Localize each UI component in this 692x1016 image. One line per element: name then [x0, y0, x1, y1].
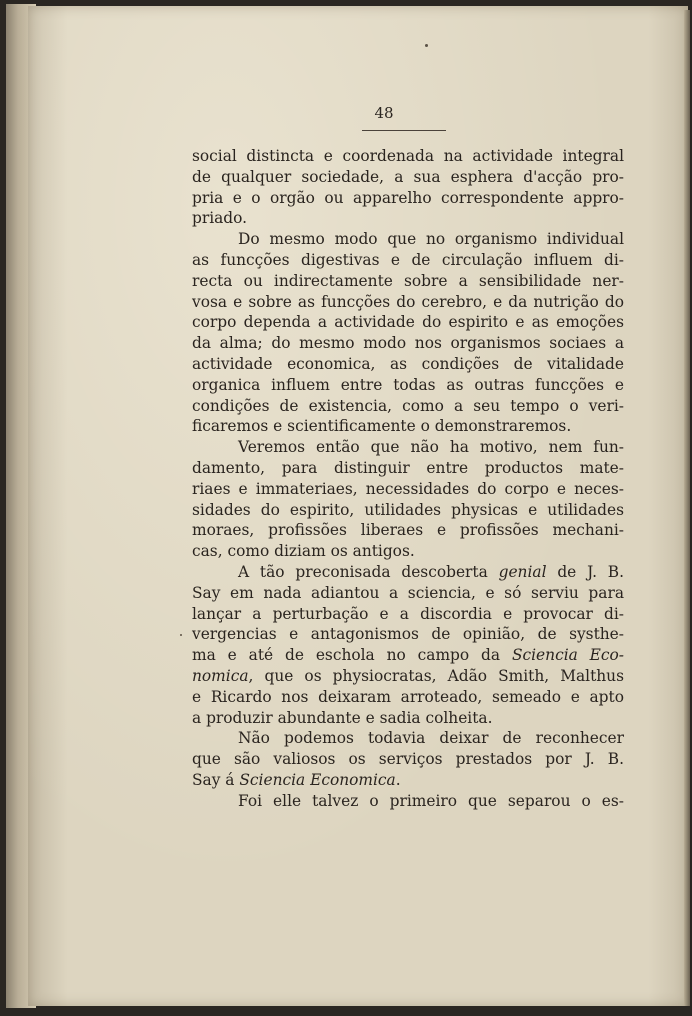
text-segment: da alma; do mesmo modo nos organismos sociaes a — [192, 334, 624, 353]
text-segment: moraes, profissões liberaes e profissões mechani- — [192, 521, 624, 540]
text-line — [192, 541, 624, 562]
text-line — [192, 416, 624, 437]
text-line — [192, 250, 624, 271]
text-line — [192, 312, 624, 333]
body-text — [192, 146, 624, 812]
text-line — [192, 396, 624, 417]
text-segment: ma e até de eschola no campo da — [192, 646, 512, 665]
text-segment: vergencias e antagonismos de opinião, de systhe- — [192, 625, 624, 644]
text-line — [192, 791, 624, 812]
text-segment: lançar a perturbação e a discordia e provocar di- — [192, 604, 624, 623]
text-segment: cas, como diziam os antigos. — [192, 542, 415, 561]
text-line — [192, 188, 624, 209]
text-line — [192, 292, 624, 313]
text-line — [192, 770, 624, 791]
text-line — [192, 167, 624, 188]
italic-text: genial — [498, 562, 547, 581]
text-line — [192, 375, 624, 396]
page-number: 48 — [374, 104, 394, 122]
text-segment: vosa e sobre as funcções do cerebro, e da nutrição do — [192, 292, 624, 311]
text-segment: de J. B. — [546, 562, 624, 581]
text-line — [192, 562, 624, 583]
text-segment: que são valiosos os serviços prestados por J. B. — [192, 750, 624, 769]
text-line — [192, 583, 624, 604]
text-segment: recta ou indirectamente sobre a sensibilidade ner- — [192, 271, 624, 290]
text-line — [192, 728, 624, 749]
text-segment: A tão preconisada descoberta — [238, 562, 499, 581]
text-line — [192, 229, 624, 250]
text-segment: , que os physiocratas, Adão Smith, Malthus — [248, 666, 624, 685]
text-segment: a produzir abundante e sadia colheita. — [192, 708, 493, 727]
text-segment: as funcções digestivas e de circulação influem di- — [192, 250, 624, 269]
text-line — [192, 624, 624, 645]
text-segment: damento, para distinguir entre productos mate- — [192, 458, 624, 477]
text-line — [192, 437, 624, 458]
text-line — [192, 208, 624, 229]
ink-speck — [425, 44, 428, 47]
text-segment: pria e o orgão ou apparelho correspondente appro- — [192, 188, 624, 207]
ink-speck — [180, 634, 182, 636]
text-segment: ficaremos e scientificamente o demonstraremos. — [192, 417, 572, 436]
text-segment: Foi elle talvez o primeiro que separou o es- — [238, 791, 624, 810]
text-segment: e Ricardo nos deixaram arroteado, semeado e apto — [192, 687, 624, 706]
italic-text: Sciencia Eco- — [511, 646, 624, 665]
italic-text: Sciencia Economica — [239, 770, 396, 789]
text-line — [192, 500, 624, 521]
text-segment: Say em nada adiantou a sciencia, e só serviu para — [192, 583, 624, 602]
text-line — [192, 687, 624, 708]
text-segment: organica influem entre todas as outras funcções e — [192, 375, 624, 394]
text-segment: riaes e immateriaes, necessidades do corpo e neces- — [192, 479, 624, 498]
text-segment: condições de existencia, como a seu tempo o veri- — [192, 396, 624, 415]
text-segment: social distincta e coordenada na actividade integral — [192, 147, 624, 165]
text-segment: corpo dependa a actividade do espirito e as emoções — [192, 313, 624, 332]
text-segment: . — [395, 770, 401, 789]
text-line — [192, 520, 624, 541]
page-number-rule — [362, 130, 446, 131]
page-edge — [684, 10, 690, 1006]
text-line — [192, 604, 624, 625]
text-segment: actividade economica, as condições de vitalidade — [192, 354, 624, 373]
text-line — [192, 708, 624, 729]
italic-text: nomica — [192, 666, 249, 685]
text-segment: Say á — [192, 770, 240, 789]
text-line — [192, 666, 624, 687]
text-line — [192, 479, 624, 500]
text-line — [192, 749, 624, 770]
text-segment: sidades do espirito, utilidades physicas e utilidades — [192, 500, 624, 519]
text-line — [192, 271, 624, 292]
text-line — [192, 645, 624, 666]
text-segment: priado. — [192, 209, 248, 228]
text-segment: Do mesmo modo que no organismo individual — [238, 230, 624, 249]
text-segment: de qualquer sociedade, a sua esphera d'acção pro- — [192, 167, 624, 186]
text-segment: Não podemos todavia deixar de reconhecer — [238, 729, 624, 748]
text-segment: Veremos então que não ha motivo, nem fun- — [238, 438, 624, 457]
text-line — [192, 354, 624, 375]
text-line — [192, 146, 624, 167]
text-line — [192, 458, 624, 479]
text-line — [192, 333, 624, 354]
